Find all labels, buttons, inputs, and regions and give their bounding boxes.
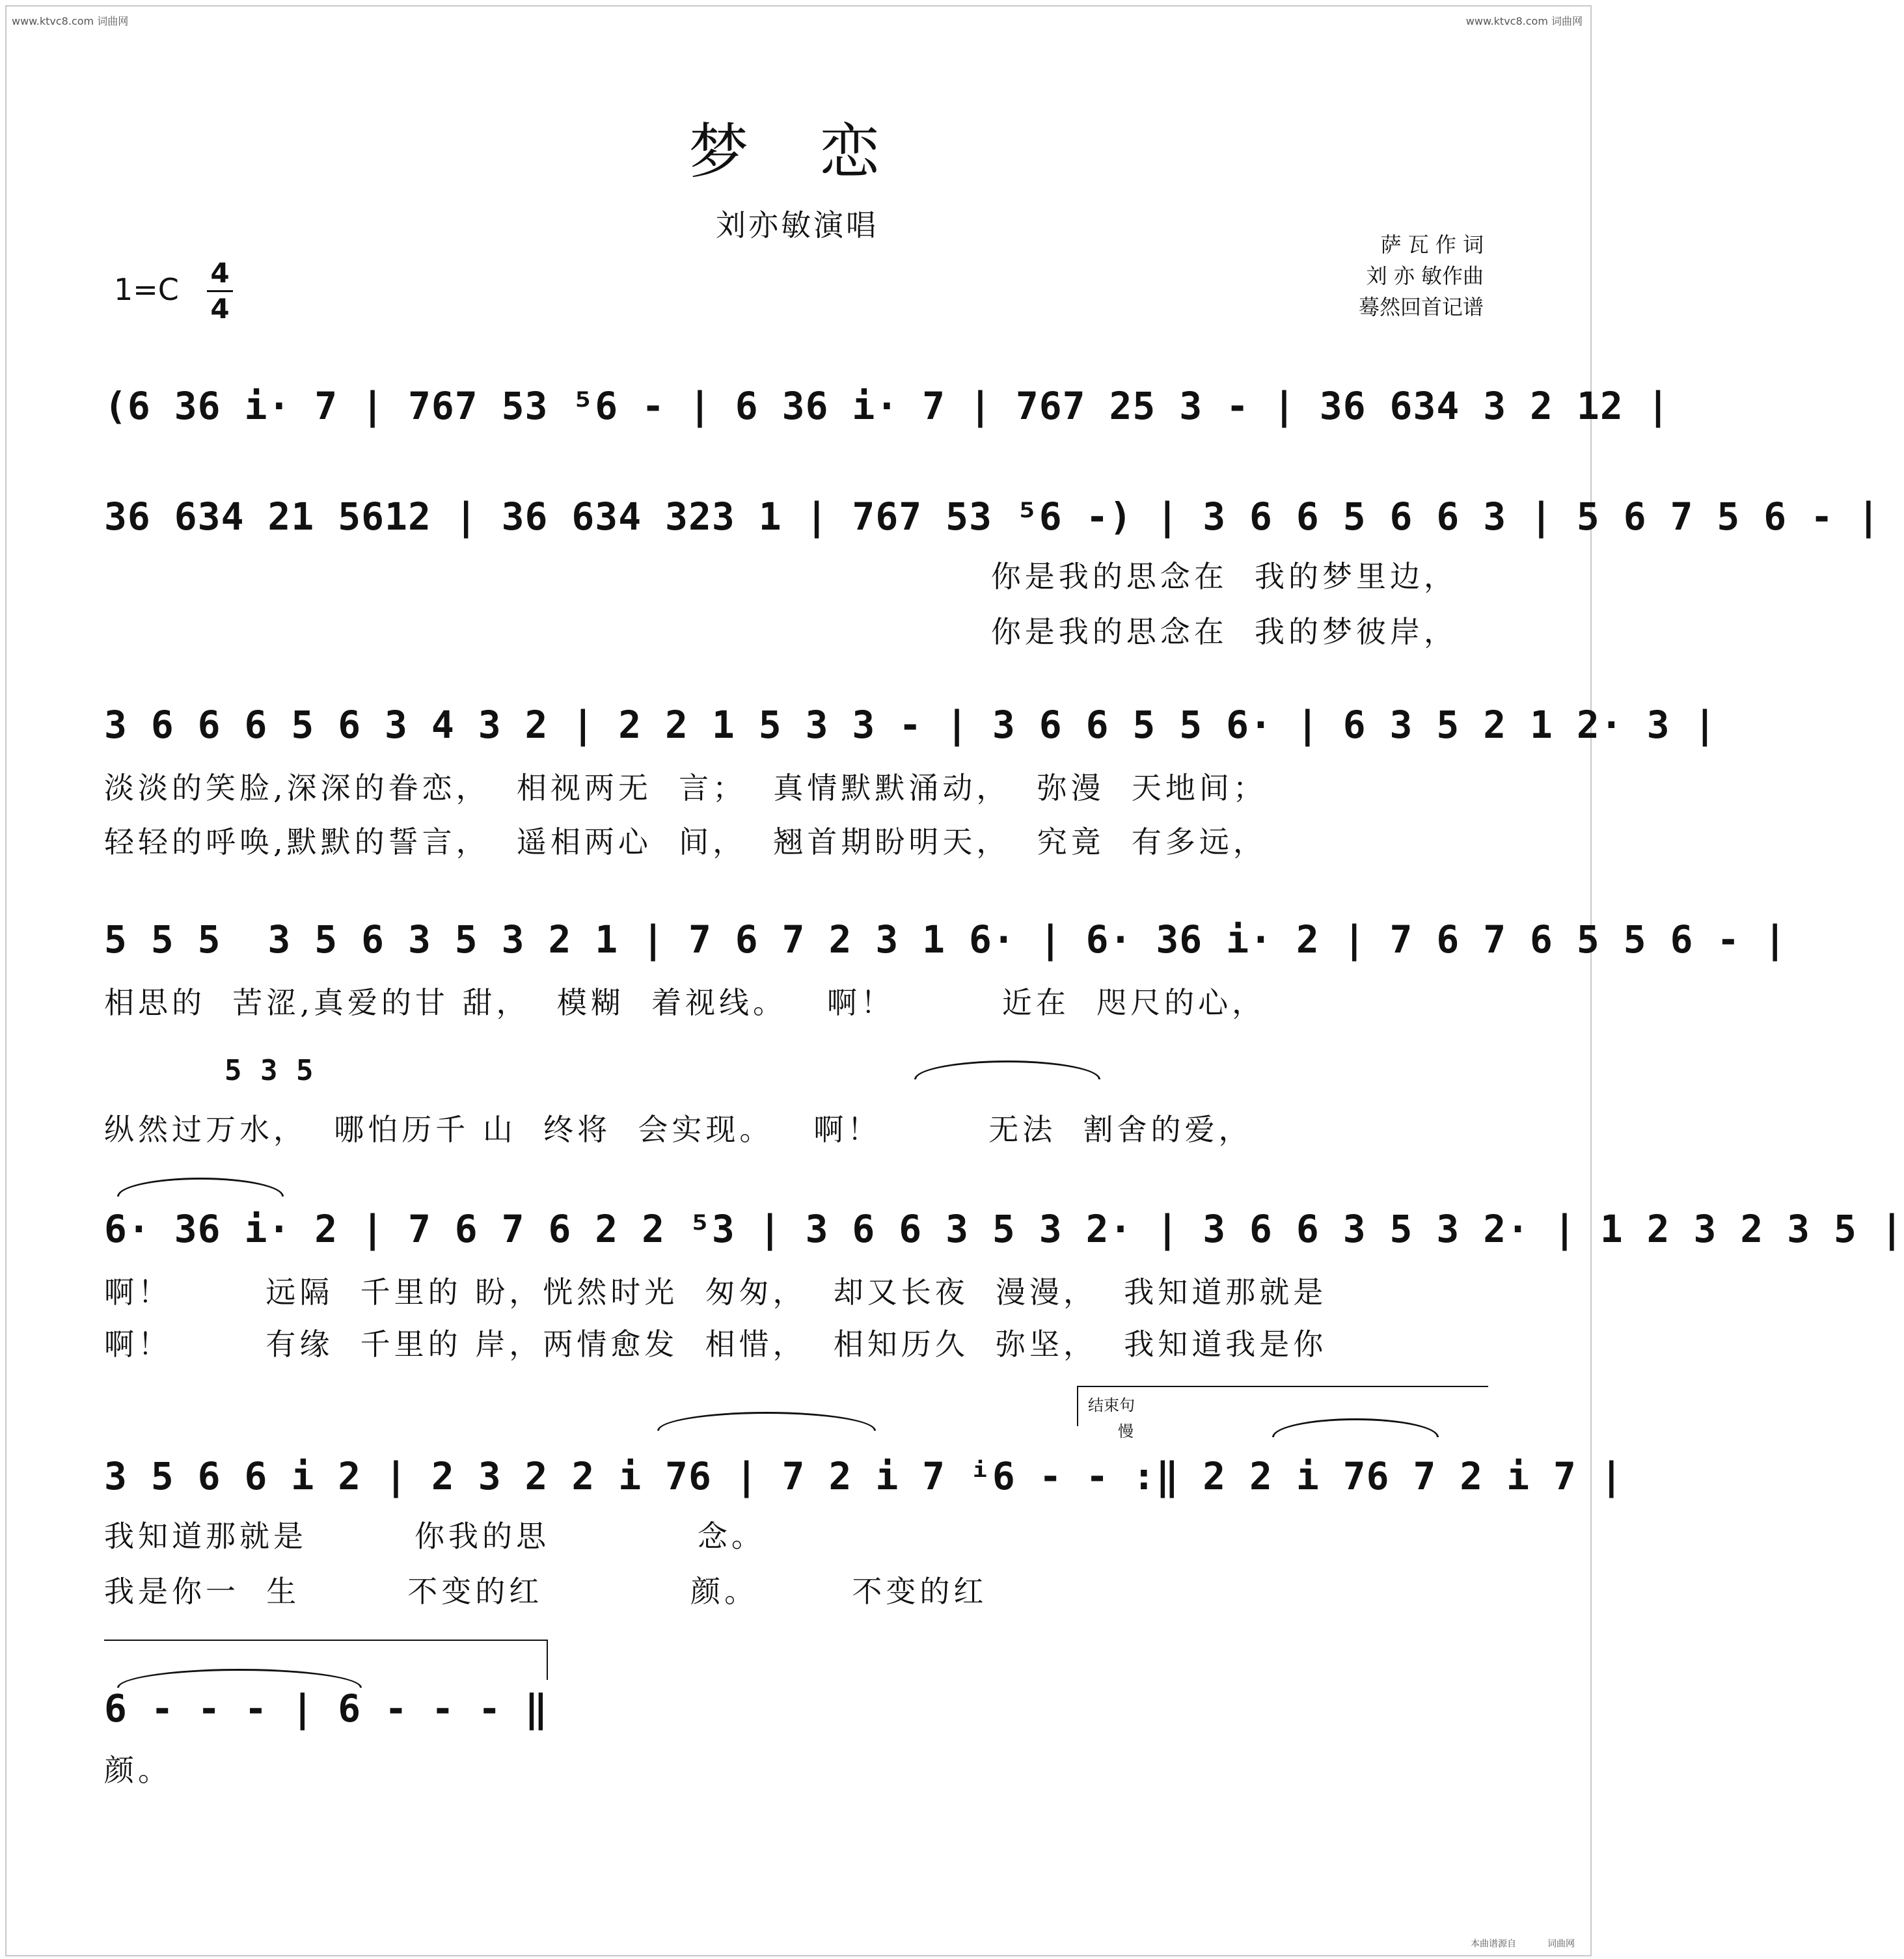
footer-source: 本曲谱源自 bbox=[1471, 1939, 1516, 1949]
time-signature bbox=[207, 258, 233, 325]
watermark-top-right: www.ktvc8.com 词曲网 bbox=[1465, 15, 1583, 27]
performer: 刘亦敏演唱 bbox=[716, 208, 878, 243]
composer: 刘 亦 敏作曲 bbox=[1366, 263, 1484, 288]
meter-bottom: 4 bbox=[210, 293, 230, 325]
tempo-mark: 慢 bbox=[1118, 1422, 1134, 1440]
key-signature: 1=C bbox=[114, 272, 179, 307]
transcriber: 蓦然回首记谱 bbox=[1358, 295, 1484, 319]
notation-line-2: 36 634 21 5612 | 36 634 323 1 | 767 53 ⁵6 -) | 3 6 6 5 6 6 3 | 5 6 7 5 6 - | bbox=[104, 494, 1881, 539]
lyric-line-2a: 你是我的思念在 我的梦里边， bbox=[990, 559, 1458, 594]
lyric-line-3a: 淡淡的笑脸,深深的眷恋， 相视两无 言； 真情默默涌动， 弥漫 天地间； bbox=[104, 770, 1267, 805]
small-notes: 5 3 5 bbox=[224, 1054, 314, 1087]
lyric-line-5a: 纵然过万水， 哪怕历千 山 终将 会实现。 啊！ 无法 割舍的爱， bbox=[104, 1112, 1253, 1147]
notation-line-7: 3 5 6 6 i 2 | 2 3 2 2 i 76 | 7 2 i 7 ⁱ6 - - :‖ 2 2 i 76 7 2 i 7 | bbox=[104, 1454, 1624, 1498]
lyric-line-6a: 啊！ 远隔 千里的 盼，恍然时光 匆匆， 却又长夜 漫漫， 我知道那就是 bbox=[104, 1275, 1327, 1310]
song-title: 梦 恋 bbox=[688, 117, 906, 187]
notation-line-1: (6 36 i· 7 | 767 53 ⁵6 - | 6 36 i· 7 | 767 25 3 - | 36 634 3 2 12 | bbox=[104, 384, 1670, 428]
lyric-line-4a: 相思的 苦涩,真爱的甘 甜， 模糊 着视线。 啊！ 近在 咫尺的心， bbox=[104, 985, 1266, 1020]
lyric-line-7b: 我是你一 生 不变的红 颜。 不变的红 bbox=[104, 1574, 988, 1609]
lyric-line-2b: 你是我的思念在 我的梦彼岸， bbox=[990, 614, 1458, 649]
lyric-line-6b: 啊！ 有缘 千里的 岸，两情愈发 相惜， 相知历久 弥坚， 我知道我是你 bbox=[104, 1327, 1327, 1362]
notation-line-8: 6 - - - | 6 - - - ‖ bbox=[104, 1686, 549, 1731]
watermark-top-left: www.ktvc8.com 词曲网 bbox=[12, 15, 129, 27]
lyric-line-8a: 颜。 bbox=[104, 1753, 172, 1788]
notation-line-4: 5 5 5 3 5 6 3 5 3 2 1 | 7 6 7 2 3 1 6· | 6· 36 i· 2 | 7 6 7 6 5 5 6 - | bbox=[104, 917, 1788, 962]
meter-top: 4 bbox=[210, 257, 230, 289]
ending-label: 结束句 bbox=[1088, 1396, 1135, 1414]
notation-line-6: 6· 36 i· 2 | 7 6 7 6 2 2 ⁵3 | 3 6 6 3 5 3 2· | 3 6 6 3 5 3 2· | 1 2 3 2 3 5 | bbox=[104, 1207, 1904, 1251]
lyricist: 萨 瓦 作 词 bbox=[1380, 232, 1484, 257]
lyric-line-3b: 轻轻的呼唤,默默的誓言， 遥相两心 间， 翘首期盼明天， 究竟 有多远， bbox=[104, 824, 1267, 859]
notation-line-3: 3 6 6 6 5 6 3 4 3 2 | 2 2 1 5 3 3 - | 3 6 6 5 5 6· | 6 3 5 2 1 2· 3 | bbox=[104, 703, 1717, 747]
footer-site: 词曲网 bbox=[1547, 1939, 1575, 1949]
ending-bracket bbox=[1077, 1386, 1488, 1426]
credits bbox=[1359, 229, 1484, 323]
lyric-line-7a: 我知道那就是 你我的思 念。 bbox=[104, 1519, 765, 1554]
